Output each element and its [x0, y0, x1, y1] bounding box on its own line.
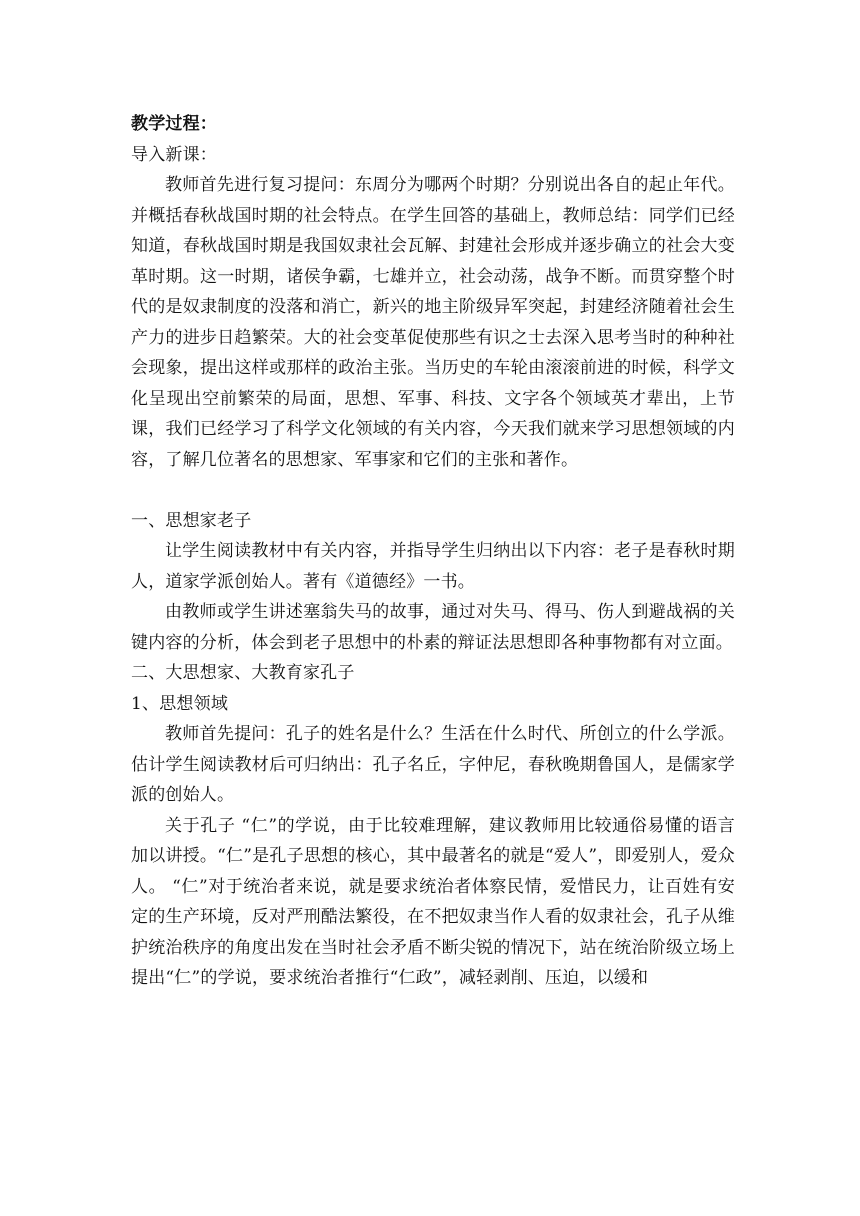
document-title: 教学过程： [131, 114, 217, 134]
intro-heading: 导入新课： [131, 144, 217, 165]
section1-heading: 一、思想家老子 [131, 510, 252, 531]
section1-paragraph-2: 由教师或学生讲述塞翁失马的故事，通过对失马、得马、伤人到避战祸的关键内容的分析，体会到老子思想中的朴素的辩证法思想即各种事物都有对立面。 [131, 602, 735, 653]
section2-heading: 二、大思想家、大教育家孔子 [131, 663, 355, 683]
intro-paragraph: 教师首先进行复习提问：东周分为哪两个时期？分别说出各自的起止年代。并概括春秋战国时期的社会特点。在学生回答的基础上，教师总结：同学们已经知道，春秋战国时期是我国奴隶社会瓦解、封建社会形成并逐步确立的社会大变革时期。这一时期，诸侯争霸，七雄并立，社会动荡，战争不断。而贯穿整个时代的是奴隶制度的没落和消亡，新兴的地主阶级异军突起，封建经济随着社会生产力的进步日趋繁荣。大的社会变革促使那些有识之士去深入思考当时的种种社会现象，提出这样或那样的政治主张。当历史的车轮由滚滚前进的时候，科学文化呈现出空前繁荣的局面，思想、军事、科技、文字各个领域英才辈出，上节课，我们已经学习了科学文化领域的有关内容，今天我们就来学习思想领域的内容，了解几位著名的思想家、军事家和它们的主张和著作。 [131, 175, 735, 470]
section2-subheading: 1、思想领域 [131, 693, 229, 714]
section2-paragraph-2: 关于孔子 “仁”的学说，由于比较难理解，建议教师用比较通俗易懂的语言加以讲授。“仁”是孔子思想的核心，其中最著名的就是“爱人”，即爱别人，爱众人。 “仁”对于统治者来说，就是要求统治者体察民情，爱惜民力，让百姓有安定的生产环境，反对严刑酷法繁役，在不把奴隶当作人看的奴隶社会，孔子从维护统治秩序的角度出发在当时社会矛盾不断尖锐的情况下，站在统治阶级立场上提出“仁”的学说，要求统治者推行“仁政”，减轻剥削、压迫，以缓和 [131, 815, 735, 988]
document-body [131, 109, 735, 994]
section2-paragraph-1: 教师首先提问：孔子的姓名是什么？生活在什么时代、所创立的什么学派。估计学生阅读教材后可归纳出：孔子名丘，字仲尼，春秋晚期鲁国人，是儒家学派的创始人。 [131, 724, 735, 805]
paragraph-gap [131, 475, 735, 506]
section1-paragraph-1: 让学生阅读教材中有关内容，并指导学生归纳出以下内容：老子是春秋时期人，道家学派创始人。著有《道德经》一书。 [131, 541, 735, 592]
